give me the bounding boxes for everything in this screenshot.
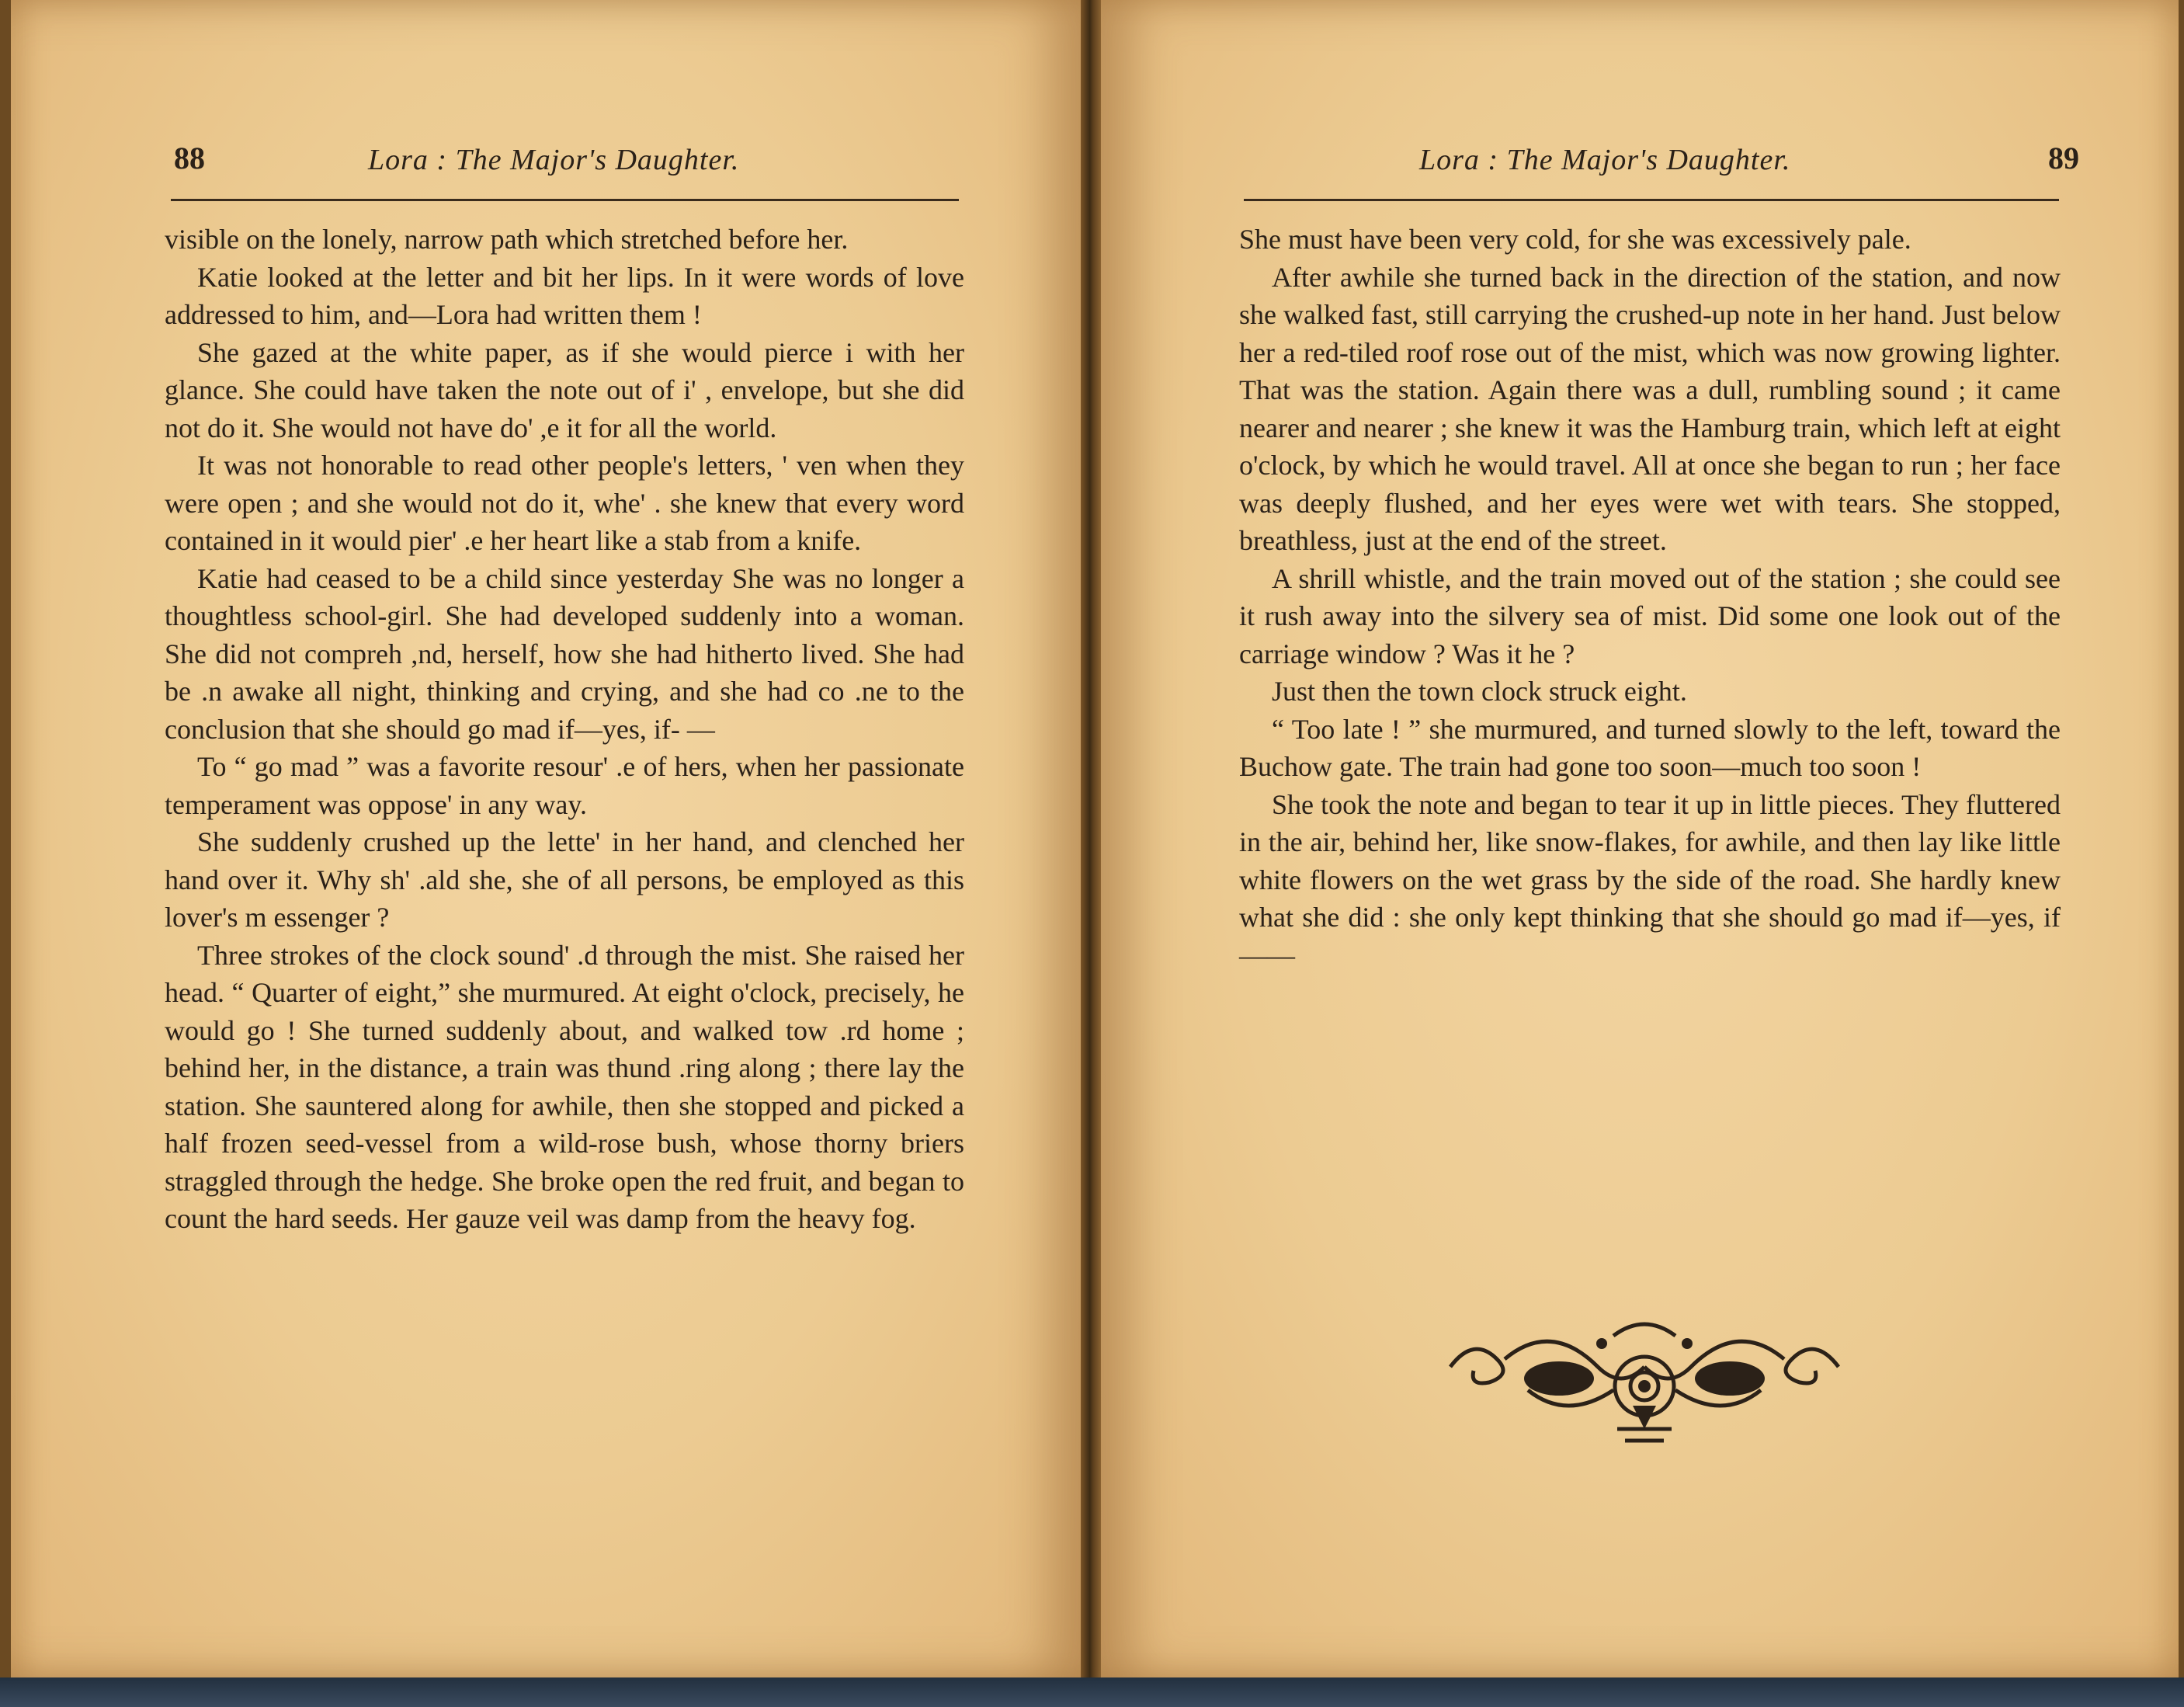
left-page-text (165, 221, 964, 1238)
right-page (1101, 0, 2179, 1677)
paragraph: Katie looked at the letter and bit her lips. In it were words of love addressed to him, and—Lora had written them ! (165, 261, 964, 330)
paragraph: Just then the town clock struck eight. (1272, 676, 1687, 707)
book-gutter (1081, 0, 1101, 1677)
right-page-number: 89 (2048, 141, 2079, 176)
left-running-title: Lora : The Major's Daughter. (368, 144, 740, 176)
right-header-rule (1244, 199, 2059, 201)
paragraph: visible on the lonely, narrow path which stretched before her. (165, 224, 849, 255)
left-page (11, 0, 1081, 1677)
left-header-rule (171, 199, 959, 201)
right-running-title: Lora : The Major's Daughter. (1419, 144, 1791, 176)
paragraph: It was not honorable to read other people's letters, ' ven when they were open ; and she would not do it, whe' . she knew that every word contained in it would pier' .e her heart like a stab from a knife. (165, 450, 964, 556)
paragraph: She must have been very cold, for she was excessively pale. (1239, 224, 1911, 255)
paragraph: She took the note and began to tear it up in little pieces. They fluttered in the air, behind her, like snow-flakes, for awhile, and then lay like little white flowers on the wet grass by the side of the road. She hardly knew what she did : she only kept thinking that she should go mad if—yes, if—— (1239, 788, 2061, 971)
right-running-head (1419, 140, 2134, 186)
left-page-number: 88 (174, 141, 205, 176)
paragraph: She gazed at the white paper, as if she would pierce i with her glance. She could have taken the note out of i' , envelope, but she did not do it. She would not have do' ,e it for all the world. (165, 336, 964, 443)
binding-edge (0, 1677, 2184, 1707)
paragraph: A shrill whistle, and the train moved out of the station ; she could see it rush away into the silvery sea of mist. Did some one look out of the carriage window ? Was it he ? (1239, 562, 2061, 669)
paragraph: After awhile she turned back in the direction of the station, and now she walked fast, still carrying the crushed-up note in her hand. Just below her a red-tiled roof rose out of the mist, which was now growing lighter. That was the station. Again there was a dull, rumbling sound ; it came nearer and nearer ; she knew it was the Hamburg train, which left at eight o'clock, by which he would travel. All at once she began to run ; her face was deeply flushed, and her eyes were wet with tears. She stopped, breathless, just at the end of the street. (1239, 261, 2061, 556)
paragraph: She suddenly crushed up the lette' in her hand, and clenched her hand over it. Why sh' .ald she, she of all persons, be employed as this lover's m essenger ? (165, 826, 964, 933)
paragraph: Katie had ceased to be a child since yesterday She was no longer a thoughtless school-girl. She had developed suddenly into a woman. She did not compreh ,nd, herself, how she had hitherto lived. She had be .n awake all night, thinking and crying, and she had co .ne to the conclusion that she should go mad if—yes, if- — (165, 562, 964, 745)
paragraph: Three strokes of the clock sound' .d through the mist. She raised her head. “ Quarter of eight,” she murmured. At eight o'clock, precisely, he would go ! She turned suddenly about, and walked tow .rd home ; behind her, in the distance, a train was thund .ring along ; there lay the station. She sauntered along for awhile, then she stopped and picked a half frozen seed-vessel from a wild-rose bush, whose thorny briers straggled through the hedge. She broke open the red fruit, and began to count the hard seeds. Her gauze veil was damp from the heavy fog. (165, 939, 964, 1234)
decorative-tailpiece-icon (1435, 1312, 1854, 1452)
paragraph: To “ go mad ” was a favorite resour' .e of hers, when her passionate temperament was oppose' in any way. (165, 751, 964, 820)
paragraph: “ Too late ! ” she murmured, and turned slowly to the left, toward the Buchow gate. The train had gone too soon—much too soon ! (1239, 713, 2061, 782)
left-running-head (174, 140, 950, 186)
right-page-text (1239, 221, 2061, 974)
